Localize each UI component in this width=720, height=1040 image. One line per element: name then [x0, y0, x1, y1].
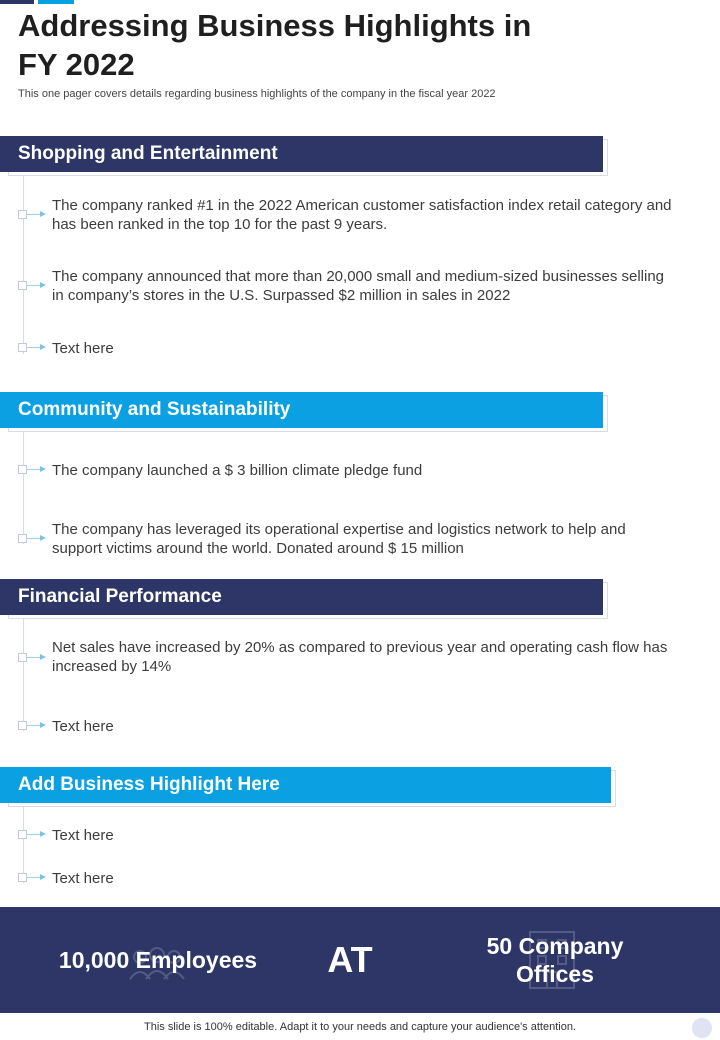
highlight-item: Text here [52, 870, 114, 887]
stats-band [0, 907, 720, 1013]
section-header-community [0, 392, 603, 428]
timeline-line [23, 432, 24, 544]
section-header-add-highlight [0, 767, 611, 803]
section-heading: Add Business Highlight Here [0, 767, 611, 803]
stat-center-label: AT [327, 939, 373, 980]
highlight-item: The company ranked #1 in the 2022 American customer satisfaction index retail category and has been ranked in the top 10 for the past 9 years. [52, 197, 672, 233]
bullet-arrow-icon [18, 465, 48, 475]
highlight-item: The company announced that more than 20,000 small and medium-sized businesses selling in company’s stores in the U.S. Surpassed $2 million in sales in 2022 [52, 268, 665, 304]
highlight-item: Net sales have increased by 20% as compared to previous year and operating cash flow has increased by 14% [52, 639, 668, 675]
highlight-item: Text here [52, 718, 114, 735]
section-heading: Financial Performance [0, 579, 603, 615]
section-heading: Community and Sustainability [0, 392, 603, 428]
highlight-item: Text here [52, 340, 114, 357]
corner-dot-icon [692, 1018, 712, 1038]
bullet-arrow-icon [18, 873, 48, 883]
section-heading: Shopping and Entertainment [0, 136, 603, 172]
bullet-arrow-icon [18, 534, 48, 544]
stat-offices: 50 Company Offices [486, 933, 624, 987]
section-header-shopping [0, 136, 603, 172]
bullet-arrow-icon [18, 653, 48, 663]
section-header-financial [0, 579, 603, 615]
bullet-arrow-icon [18, 281, 48, 291]
highlight-item: Text here [52, 827, 114, 844]
bullet-arrow-icon [18, 210, 48, 220]
top-accent-navy [0, 0, 34, 4]
highlight-item: The company launched a $ 3 billion climate pledge fund [52, 462, 423, 479]
stat-employees: 10,000 Employees [58, 947, 258, 973]
highlight-item: The company has leveraged its operational expertise and logistics network to help and support victims around the world. Donated around $ 15 million [52, 521, 626, 557]
bullet-arrow-icon [18, 721, 48, 731]
page-subtitle: This one pager covers details regarding business highlights of the company in the fiscal year 2022 [18, 88, 496, 100]
timeline-line [23, 176, 24, 354]
page-title: Addressing Business Highlights in FY 2022 [18, 8, 532, 82]
bullet-arrow-icon [18, 830, 48, 840]
timeline-line [23, 619, 24, 731]
timeline-line [23, 807, 24, 883]
top-accent-blue [38, 0, 74, 4]
footer-note: This slide is 100% editable. Adapt it to your needs and capture your audience's attention. [144, 1021, 576, 1033]
bullet-arrow-icon [18, 343, 48, 353]
